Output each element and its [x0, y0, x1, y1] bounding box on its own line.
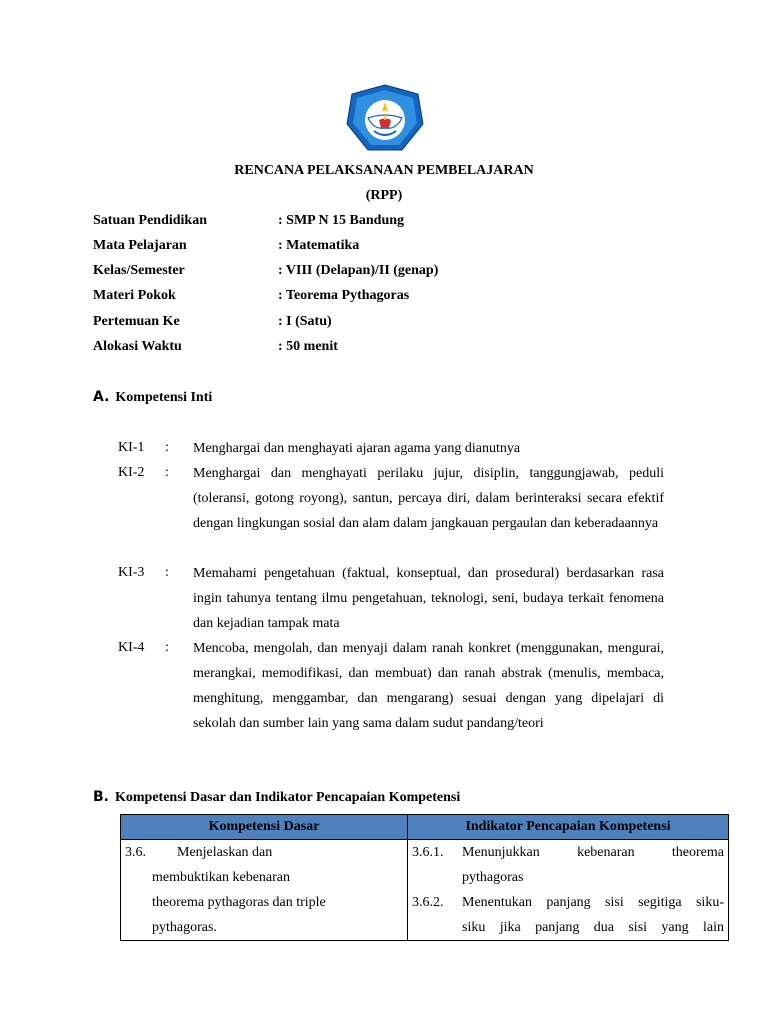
kd-number: 3.6. — [125, 845, 146, 860]
indicator-line — [408, 890, 728, 915]
ki-colon: : — [165, 565, 169, 580]
indicator-text-line: Menentukan panjang sisi segitiga siku- — [462, 895, 724, 910]
kd-line — [121, 890, 407, 915]
info-label: Kelas/Semester — [93, 263, 185, 278]
ki-colon: : — [165, 440, 169, 455]
info-value: : VIII (Delapan)/II (genap) — [278, 263, 439, 278]
kd-text-line: Menjelaskan dan — [177, 845, 273, 860]
ki-code: KI-1 — [118, 440, 145, 455]
ki-text: Menghargai dan menghayati perilaku jujur, disiplin, tanggungjawab, peduli (toleransi, gotong royong), santun, percaya diri, dalam berinteraksi secara efektif dengan lingkungan sosial dan alam dalam jangkauan pergaulan dan keberadaannya — [193, 466, 664, 531]
indicator-cell — [408, 840, 729, 941]
indicator-number: 3.6.2. — [412, 895, 444, 910]
indicator-text-line: pythagoras — [462, 870, 524, 885]
info-label: Materi Pokok — [93, 288, 176, 303]
info-label: Satuan Pendidikan — [93, 213, 207, 228]
section-title: Kompetensi Dasar dan Indikator Pencapaian Kompetensi — [115, 790, 461, 805]
document-subtitle: (RPP) — [365, 188, 403, 203]
kd-text-line: pythagoras. — [152, 920, 217, 935]
ki-item-1 — [118, 436, 664, 461]
kd-line — [121, 840, 407, 865]
ki-item-2 — [118, 461, 664, 561]
kompetensi-table — [120, 814, 729, 941]
kd-line — [121, 915, 407, 940]
kd-cell — [121, 840, 408, 941]
ki-colon: : — [165, 465, 169, 480]
indicator-line — [408, 840, 728, 865]
ki-text: Mencoba, mengolah, dan menyaji dalam ranah konkret (menggunakan, mengurai, merangkai, memodifikasi, dan membuat) dan ranah abstrak (menulis, membaca, menghitung, menggambar, dan mengarang) sesuai dengan yang dipelajari di sekolah dan sumber lain yang sama dalam sudut pandang/teori — [193, 641, 664, 731]
ki-item-4 — [118, 636, 664, 761]
table-row — [121, 840, 729, 941]
indicator-line — [408, 865, 728, 890]
info-value: : I (Satu) — [278, 314, 332, 329]
kd-text-line: theorema pythagoras dan triple — [152, 895, 326, 910]
kd-text-line: membuktikan kebenaran — [152, 870, 291, 885]
indicator-line — [408, 915, 728, 940]
document-title: RENCANA PELAKSANAAN PEMBELAJARAN — [234, 163, 534, 178]
table-header-indikator: Indikator Pencapaian Kompetensi — [408, 815, 729, 840]
ki-text: Menghargai dan menghayati ajaran agama yang dianutnya — [193, 441, 521, 456]
ki-item-3 — [118, 561, 664, 636]
ki-code: KI-3 — [118, 565, 145, 580]
info-label: Alokasi Waktu — [93, 339, 182, 354]
indicator-number: 3.6.1. — [412, 845, 444, 860]
info-label: Mata Pelajaran — [93, 238, 187, 253]
indicator-text-line: siku jika panjang dua sisi yang lain — [462, 920, 724, 935]
info-value: : Matematika — [278, 238, 360, 253]
tut-wuri-handayani-logo — [346, 84, 424, 154]
section-title: Kompetensi Inti — [115, 390, 213, 405]
section-heading-kompetensi-dasar — [93, 789, 460, 806]
table-header-row — [121, 815, 729, 840]
section-letter: B. — [93, 789, 109, 805]
info-value: : SMP N 15 Bandung — [278, 213, 405, 228]
info-value: : Teorema Pythagoras — [278, 288, 410, 303]
kd-line — [121, 865, 407, 890]
section-heading-kompetensi-inti — [93, 389, 212, 406]
ki-code: KI-2 — [118, 465, 145, 480]
ki-code: KI-4 — [118, 640, 145, 655]
info-value: : 50 menit — [278, 339, 338, 354]
table-header-kompetensi-dasar: Kompetensi Dasar — [121, 815, 408, 840]
indicator-text-line: Menunjukkan kebenaran theorema — [462, 845, 724, 860]
ki-text: Memahami pengetahuan (faktual, konseptual, dan prosedural) berdasarkan rasa ingin tahunya tentang ilmu pengetahuan, teknologi, seni, budaya terkait fenomena dan kejadian tampak mata — [193, 566, 664, 631]
section-letter: A. — [93, 389, 110, 405]
info-label: Pertemuan Ke — [93, 314, 180, 329]
ki-colon: : — [165, 640, 169, 655]
